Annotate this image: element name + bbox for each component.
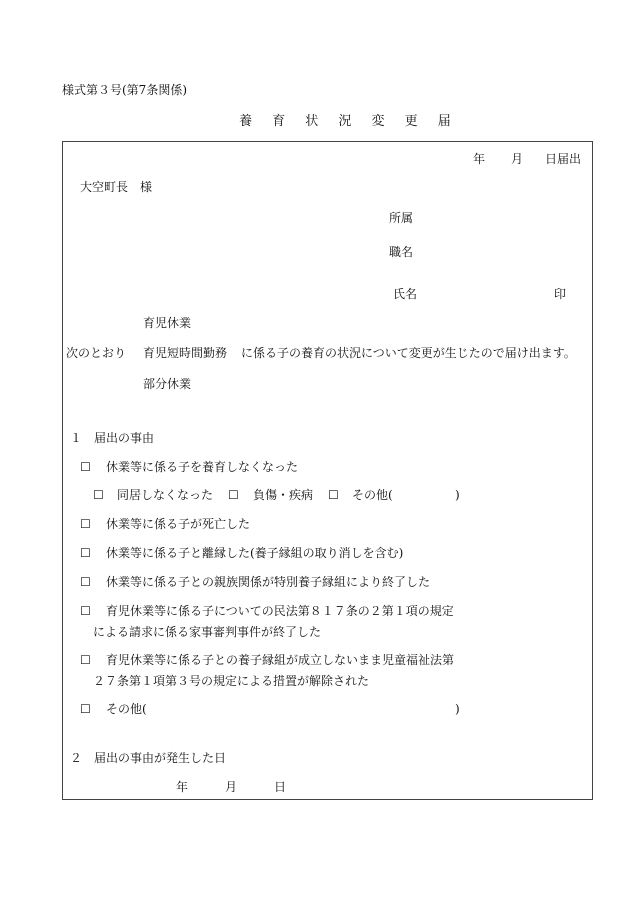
leave-type-childcare: 育児休業 <box>143 316 192 330</box>
date-day-submit-label: 日届出 <box>545 152 582 166</box>
reason-civil-code-line1: 育児休業等に係る子についての民法第８１７条の２第１項の規定 <box>106 604 454 618</box>
position-label: 職名 <box>389 245 414 259</box>
checkbox-icon[interactable]: ☐ <box>93 488 104 502</box>
reason-child-welfare-line1: 育児休業等に係る子との養子縁組が成立しないまま児童福祉法第 <box>106 653 455 667</box>
subreason-not-cohabiting: 同居しなくなった <box>117 488 214 502</box>
reason-no-longer-raising: 休業等に係る子を養育しなくなった <box>106 460 299 474</box>
checkbox-icon[interactable]: ☐ <box>80 575 91 589</box>
occurrence-year-label: 年 <box>176 780 189 794</box>
reason-civil-code-line2: による請求に係る家事審判事件が終了した <box>93 625 322 639</box>
date-year-label: 年 <box>473 152 486 166</box>
seal-label: 印 <box>554 287 567 301</box>
occurrence-day-label: 日 <box>274 780 287 794</box>
statement-suffix: に係る子の養育の状況について変更が生じたので届け出ます。 <box>241 346 576 360</box>
checkbox-icon[interactable]: ☐ <box>80 653 91 667</box>
occurrence-month-label: 月 <box>225 780 238 794</box>
reason-dissolved-adoption: 休業等に係る子と離縁した(養子縁組の取り消しを含む) <box>106 546 404 560</box>
checkbox-icon[interactable]: ☐ <box>80 702 91 716</box>
page-title: 養 育 状 況 変 更 届 <box>239 114 459 129</box>
date-month-label: 月 <box>511 152 524 166</box>
subreason-other-close: ) <box>455 488 460 502</box>
checkbox-icon[interactable]: ☐ <box>80 604 91 618</box>
checkbox-icon[interactable]: ☐ <box>80 517 91 531</box>
subreason-injury-illness: 負傷・疾病 <box>253 488 314 502</box>
checkbox-icon[interactable]: ☐ <box>228 488 239 502</box>
name-label: 氏名 <box>393 287 418 301</box>
reason-child-welfare-line2: ２７条第１項第３号の規定による措置が解除された <box>93 674 370 688</box>
checkbox-icon[interactable]: ☐ <box>80 546 91 560</box>
leave-type-partial: 部分休業 <box>143 377 192 391</box>
statement-prefix: 次のとおり <box>66 346 127 360</box>
reason-other-close: ) <box>455 702 460 716</box>
section1-heading: １ 届出の事由 <box>70 431 155 445</box>
reason-child-died: 休業等に係る子が死亡した <box>106 517 251 531</box>
section2-heading: ２ 届出の事由が発生した日 <box>70 751 227 765</box>
checkbox-icon[interactable]: ☐ <box>80 460 91 474</box>
reason-other: その他( <box>106 702 147 716</box>
reason-special-adoption-ended: 休業等に係る子との親族関係が特別養子縁組により終了した <box>106 575 431 589</box>
addressee: 大空町長 様 <box>80 180 153 194</box>
affiliation-label: 所属 <box>389 211 414 225</box>
checkbox-icon[interactable]: ☐ <box>328 488 339 502</box>
form-number: 様式第３号(第7条関係) <box>62 83 187 97</box>
leave-type-short-hours: 育児短時間勤務 <box>143 346 228 360</box>
subreason-other: その他( <box>352 488 393 502</box>
